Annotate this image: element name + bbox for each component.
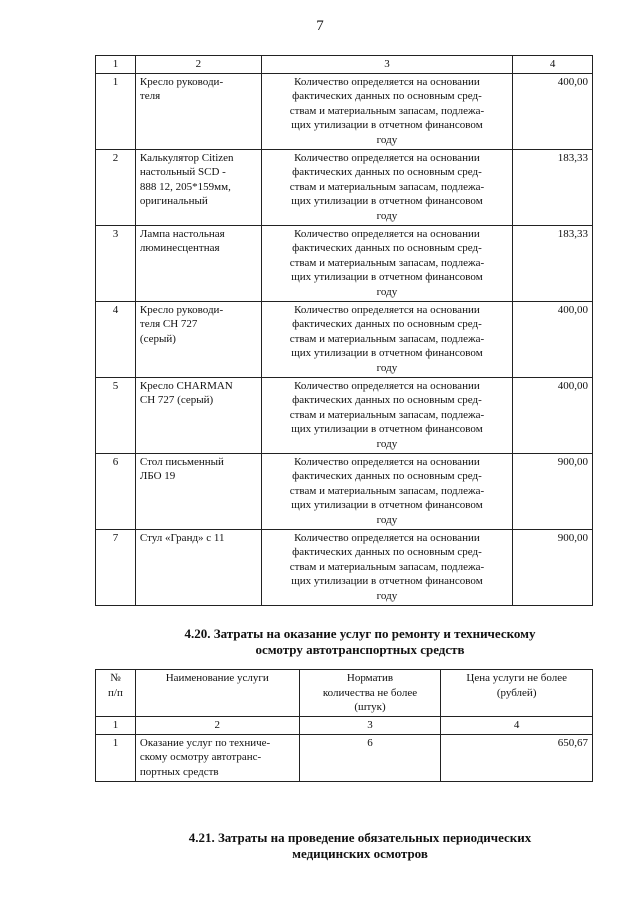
item-name: Кресло руководи- теля CH 727 (серый) [135, 301, 261, 377]
table-row [96, 734, 593, 781]
table-row [96, 377, 593, 453]
item-price: 900,00 [513, 529, 593, 605]
item-name: Кресло CHARMAN CH 727 (серый) [135, 377, 261, 453]
item-name: Кресло руководи- теля [135, 73, 261, 149]
row-number: 2 [96, 149, 136, 225]
row-number: 7 [96, 529, 136, 605]
column-number: 2 [135, 717, 299, 735]
header-cell: 4 [513, 56, 593, 74]
item-description: Количество определяется на основании фактических данных по основным сред- ствам и материальным запасам, подлежа- щих утилизации в отчетном финансовом году [261, 529, 512, 605]
row-number: 4 [96, 301, 136, 377]
service-price: 650,67 [441, 734, 593, 781]
row-number: 1 [96, 734, 136, 781]
vehicle-service-table [95, 669, 593, 782]
header-name: Наименование услуги [135, 670, 299, 717]
page-number: 7 [316, 18, 324, 34]
item-price: 183,33 [513, 225, 593, 301]
row-number: 6 [96, 453, 136, 529]
table-row [96, 301, 593, 377]
item-price: 183,33 [513, 149, 593, 225]
item-description: Количество определяется на основании фактических данных по основным сред- ствам и материальным запасам, подлежа- щих утилизации в отчетном финансовом году [261, 225, 512, 301]
item-price: 400,00 [513, 73, 593, 149]
table-header-row [96, 670, 593, 717]
item-description: Количество определяется на основании фактических данных по основным сред- ствам и материальным запасам, подлежа- щих утилизации в отчетном финансовом году [261, 73, 512, 149]
column-number-row [96, 717, 593, 735]
header-cell: 1 [96, 56, 136, 74]
table-row [96, 225, 593, 301]
row-number: 1 [96, 73, 136, 149]
service-norm: 6 [299, 734, 441, 781]
item-name: Лампа настольная люминесцентная [135, 225, 261, 301]
column-number: 3 [299, 717, 441, 735]
item-price: 400,00 [513, 377, 593, 453]
item-price: 900,00 [513, 453, 593, 529]
section-heading-4-21: 4.21. Затраты на проведение обязательных периодических медицинских осмотров [188, 830, 532, 861]
column-number: 4 [441, 717, 593, 735]
header-norm: Норматив количества не более (штук) [299, 670, 441, 717]
table-row [96, 73, 593, 149]
table-row [96, 453, 593, 529]
item-price: 400,00 [513, 301, 593, 377]
header-cell: 3 [261, 56, 512, 74]
item-description: Количество определяется на основании фактических данных по основным сред- ствам и материальным запасам, подлежа- щих утилизации в отчетном финансовом году [261, 149, 512, 225]
item-description: Количество определяется на основании фактических данных по основным сред- ствам и материальным запасам, подлежа- щих утилизации в отчетном финансовом году [261, 301, 512, 377]
header-num: № п/п [96, 670, 136, 717]
section-heading-4-20: 4.20. Затраты на оказание услуг по ремонту и техническому осмотру автотранспортных средств [184, 626, 536, 657]
item-description: Количество определяется на основании фактических данных по основным сред- ствам и материальным запасам, подлежа- щих утилизации в отчетном финансовом году [261, 377, 512, 453]
equipment-table [95, 55, 593, 606]
service-name: Оказание услуг по техниче- скому осмотру автотранс- портных средств [135, 734, 299, 781]
table-row [96, 149, 593, 225]
row-number: 5 [96, 377, 136, 453]
item-name: Стул «Гранд» с 11 [135, 529, 261, 605]
table-header-row [96, 56, 593, 74]
row-number: 3 [96, 225, 136, 301]
item-name: Калькулятор Citizen настольный SCD - 888 12, 205*159мм, оригинальный [135, 149, 261, 225]
item-name: Стол письменный ЛБО 19 [135, 453, 261, 529]
header-cell: 2 [135, 56, 261, 74]
column-number: 1 [96, 717, 136, 735]
header-price: Цена услуги не более (рублей) [441, 670, 593, 717]
item-description: Количество определяется на основании фактических данных по основным сред- ствам и материальным запасам, подлежа- щих утилизации в отчетном финансовом году [261, 453, 512, 529]
table-row [96, 529, 593, 605]
